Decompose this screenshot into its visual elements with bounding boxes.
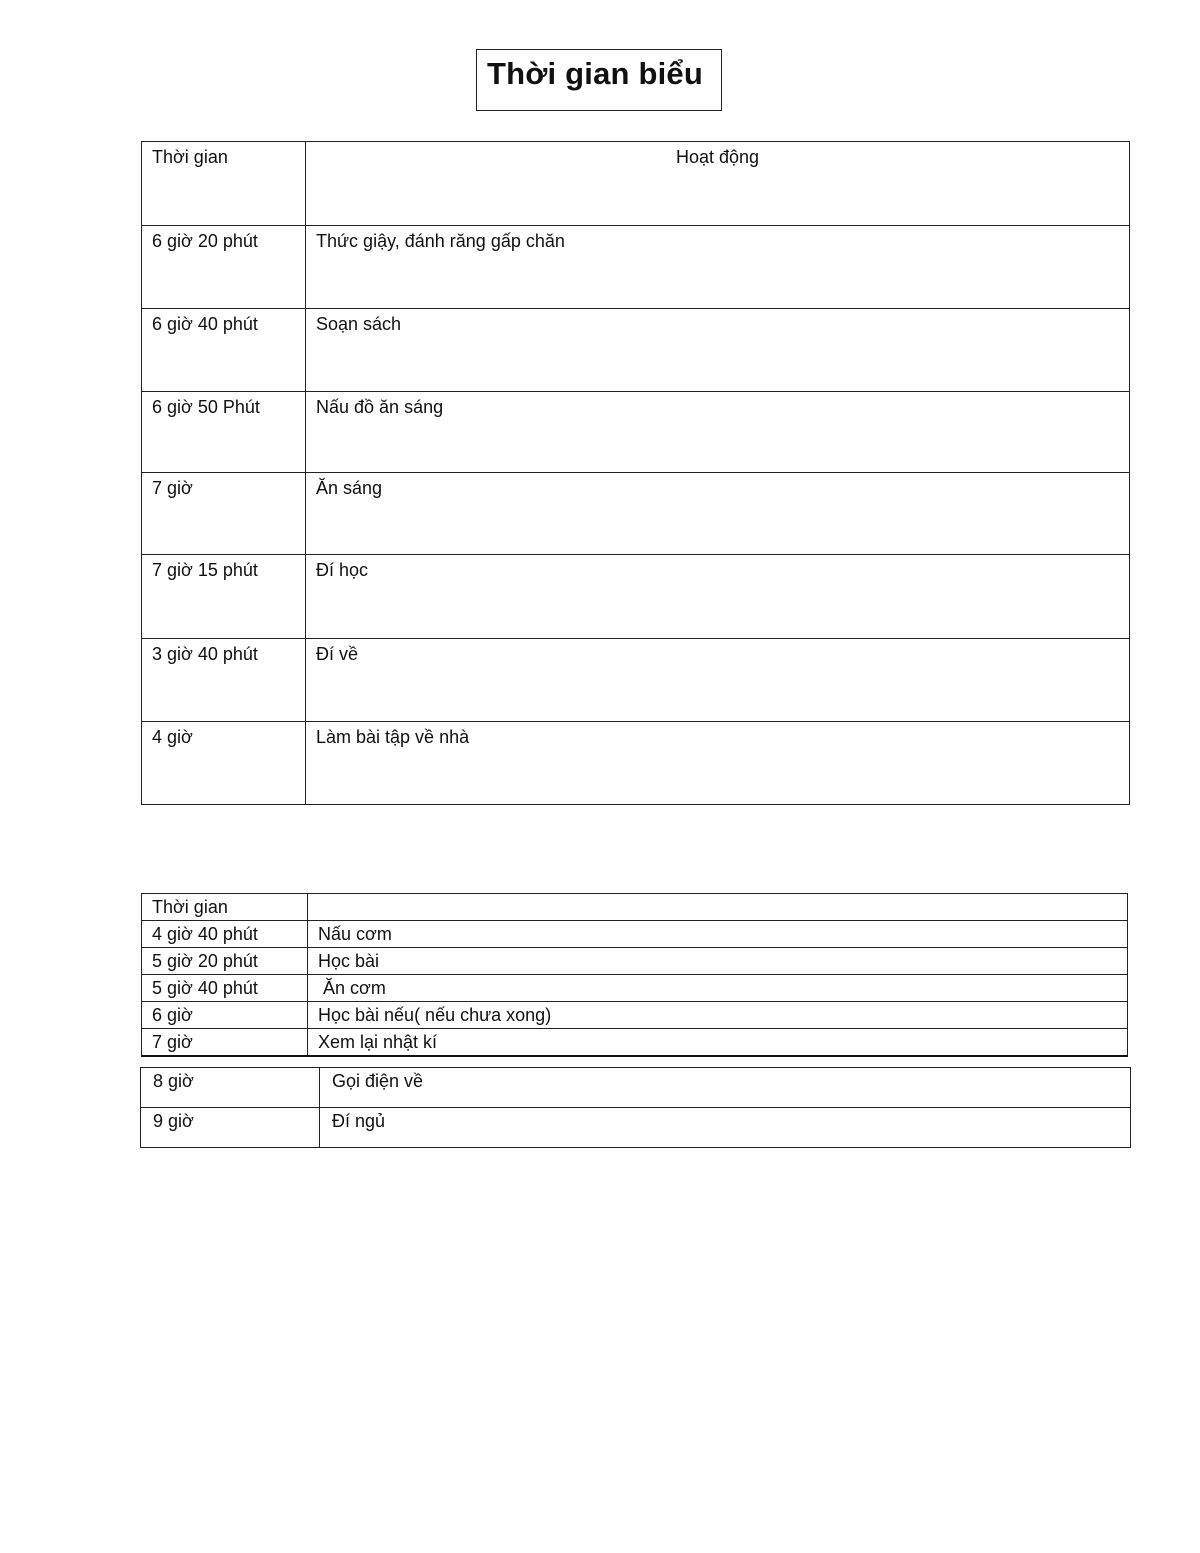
table-row <box>142 309 1130 392</box>
activity-cell: Đí về <box>306 639 1130 722</box>
activity-cell: Học bài <box>308 948 1128 975</box>
table-row <box>142 1002 1128 1029</box>
time-cell: 5 giờ 40 phút <box>142 975 308 1002</box>
activity-cell: Ăn cơm <box>308 975 1128 1002</box>
activity-cell: Soạn sách <box>306 309 1130 392</box>
header-time: Thời gian <box>142 894 308 921</box>
activity-cell: Nấu đồ ăn sáng <box>306 392 1130 473</box>
activity-cell: Gọi điện về <box>320 1068 1131 1108</box>
table-row <box>141 1108 1131 1148</box>
time-cell: 4 giờ <box>142 722 306 805</box>
time-cell: 8 giờ <box>141 1068 320 1108</box>
time-cell: 6 giờ 40 phút <box>142 309 306 392</box>
time-cell: 7 giờ <box>142 473 306 555</box>
table-row <box>142 722 1130 805</box>
table-row <box>142 639 1130 722</box>
time-cell: 5 giờ 20 phút <box>142 948 308 975</box>
table-row <box>142 226 1130 309</box>
time-cell: 3 giờ 40 phút <box>142 639 306 722</box>
header-activity <box>308 894 1128 921</box>
table-row <box>142 392 1130 473</box>
schedule-table-night <box>140 1067 1131 1148</box>
table-row <box>142 975 1128 1002</box>
table-row <box>142 948 1128 975</box>
title-box <box>476 49 722 111</box>
table-row <box>142 1029 1128 1056</box>
time-cell: 6 giờ 50 Phút <box>142 392 306 473</box>
time-cell: 6 giờ 20 phút <box>142 226 306 309</box>
page-title: Thời gian biểu <box>487 56 704 91</box>
table-header-row <box>142 894 1128 921</box>
table-header-row <box>142 142 1130 226</box>
activity-cell: Thức giậy, đánh răng gấp chăn <box>306 226 1130 309</box>
table-row <box>142 921 1128 948</box>
activity-cell: Đí học <box>306 555 1130 639</box>
header-activity: Hoạt động <box>306 142 1130 226</box>
activity-cell: Xem lại nhật kí <box>308 1029 1128 1056</box>
time-cell: 7 giờ 15 phút <box>142 555 306 639</box>
activity-cell: Nấu cơm <box>308 921 1128 948</box>
activity-cell: Ăn sáng <box>306 473 1130 555</box>
schedule-table-evening <box>141 893 1128 1057</box>
header-time: Thời gian <box>142 142 306 226</box>
activity-cell: Đí ngủ <box>320 1108 1131 1148</box>
time-cell: 9 giờ <box>141 1108 320 1148</box>
table-row <box>142 473 1130 555</box>
time-cell: 6 giờ <box>142 1002 308 1029</box>
time-cell: 4 giờ 40 phút <box>142 921 308 948</box>
schedule-table-morning <box>141 141 1130 805</box>
table-row <box>141 1068 1131 1108</box>
time-cell: 7 giờ <box>142 1029 308 1056</box>
table-row <box>142 555 1130 639</box>
activity-cell: Học bài nếu( nếu chưa xong) <box>308 1002 1128 1029</box>
activity-cell: Làm bài tập về nhà <box>306 722 1130 805</box>
